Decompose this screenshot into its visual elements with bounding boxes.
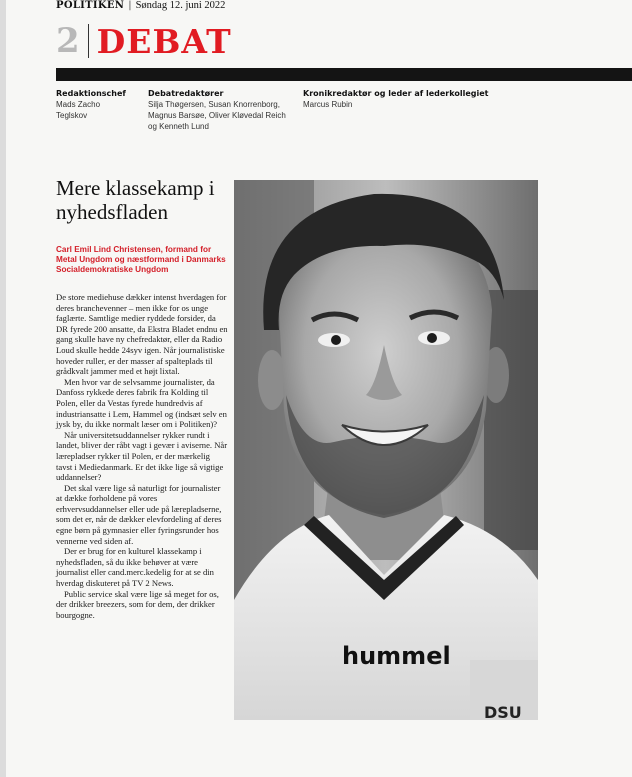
masthead (56, 0, 225, 11)
article-paragraph: De store mediehuse dækker intenst hverdagen for deres branchevenner – men ikke for os unge faglærte. Samtlige medier ryddede forsider, da DR fyrede 200 ansatte, da Ekstra Bladet endnu en gang skulle have ny chefredaktør, eller da Radio Loud skulle hedde 24syv igen. Når journalistiske hoveder ruller, er der masser af spalteplads til grådkvalt jammer med et højt lixtal. (56, 292, 228, 377)
staff-name: Silja Thøgersen, Susan Knorrenborg, (148, 100, 280, 109)
shirt-brand-text: hummel (342, 642, 451, 670)
staff-name: Teglskov (56, 111, 88, 120)
issue-date: Søndag 12. juni 2022 (135, 0, 226, 11)
article-byline: Carl Emil Lind Christensen, formand for Metal Ungdom og næstformand i Danmarks Socialdemokratiske Ungdom (56, 245, 226, 274)
staff-role: Debatredaktører (148, 89, 224, 98)
article-body (56, 292, 228, 620)
staff-column-kronikredaktoer (303, 88, 503, 110)
article-paragraph: Men hvor var de selvsamme journalister, da Danfoss rykkede deres fabrik fra Kolding til Polen, eller da Vestas fyrede hundredvis af industriansatte i Lem, Hammel og (indsæt selv en jysk by, du ikke normalt læser om i Politiken)? (56, 376, 227, 430)
page-number: 2 (56, 21, 80, 61)
header-rule (56, 68, 632, 81)
masthead-separator: | (128, 0, 132, 11)
page-edge (0, 0, 6, 777)
author-photo (234, 180, 538, 720)
staff-name: Magnus Barsøe, Oliver Kløvedal Reich (148, 111, 286, 120)
section-title: DEBAT (96, 21, 232, 61)
staff-name: Mads Zacho (56, 100, 101, 109)
article-paragraph: Public service skal være lige så meget for os, der drikker breezers, som for dem, der drikker bourgogne. (56, 588, 219, 620)
staff-role: Redaktionschef (56, 89, 126, 98)
staff-column-debatredaktoerer (148, 88, 300, 132)
staff-column-redaktionschef (56, 88, 136, 121)
article-paragraph: Det skal være lige så naturligt for journalister at dække forholdene på vores erhvervsuddannelser eller ude på lærepladserne, som det er, når de dækker elevfordeling af deres egne børn på gymnasier eller fyringsrunder hos vennerne ved siden af. (56, 482, 222, 546)
paper-name: POLITIKEN (56, 0, 125, 11)
staff-role: Kronikredaktør og leder af lederkollegiet (303, 89, 489, 98)
staff-name: og Kenneth Lund (148, 122, 209, 131)
article-paragraph: Der er brug for en kulturel klassekamp i nyhedsfladen, så du ikke behøver at være journalist eller cand.merc.kedelig for at se din hverdag diskuteret på TV 2 News. (56, 546, 214, 589)
dsu-badge: DSU (484, 703, 522, 720)
article-headline: Mere klassekamp i nyhedsfladen (56, 176, 215, 224)
article-paragraph: Når universitetsuddannelser rykker rundt i landet, bliver der råbt vagt i gevær i aviserne. Når lærepladser rykker til Polen, er der mærkelig tavst i Mediedanmark. Er det ikke lige så vigtige uddannelser? (56, 429, 228, 483)
section-divider (88, 24, 89, 58)
staff-name: Marcus Rubin (303, 100, 353, 109)
section-header (56, 20, 232, 62)
